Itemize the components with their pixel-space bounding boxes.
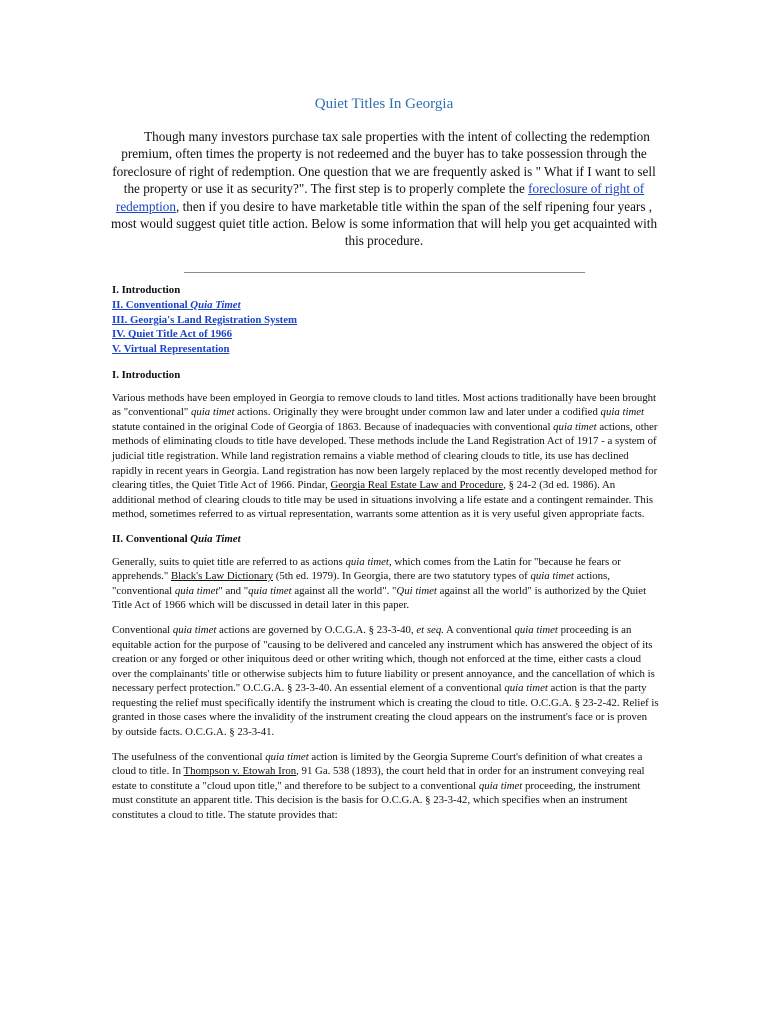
citation-thompson: Thompson v. Etowah Iron xyxy=(183,765,297,778)
conventional-paragraph-1: Generally, suits to quiet title are referred to as actions quia timet, which comes from the Latin for "because he fears or apprehends." Black's Law Dictionary (5th ed. 1979). In Georgia, there are two statutory types of quia timet actions, "conventional quia timet" and "quia timet against all the world". "Qui timet against all the world" is authorized by the Quiet Title Act of 1966 which will be discussed in detail later in this paper. xyxy=(112,555,647,612)
citation-georgia-real-estate: Georgia Real Estate Law and Procedure xyxy=(330,479,504,492)
toc-link-conventional[interactable]: II. Conventional Quia Timet xyxy=(112,298,241,311)
document-body xyxy=(112,368,660,833)
intro-text-2: , then if you desire to have marketable title within the span of the self ripening four years , most would suggest quiet title action. Below is some information that will help you get acquainted with this procedure. xyxy=(110,198,658,249)
toc-link-quiet-title-act[interactable]: IV. Quiet Title Act of 1966 xyxy=(112,328,232,341)
conventional-paragraph-2: Conventional quia timet actions are governed by O.C.G.A. § 23-3-40, et seq. A conventional quia timet proceeding is an equitable action for the purpose of "causing to be delivered and canceled any instrument which has answered the object of its creation or any forged or other iniquitous deed or other writing which, though not enforced at the time, either casts a cloud over the complainants' title or otherwise subjects him to future liability or present annoyance, and the cancellation of which is necessary perfect protection." O.C.G.A. § 23-3-40. An essential element of a conventional quia timet action is that the party requesting the relief must specifically identify the instrument which is creating the cloud to title. O.C.G.A. § 23-2-42. Relief is granted in those cases where the invalidity of the instrument creating the cloud appears on the instrument's face or is proven by outside facts. O.C.G.A. § 23-3-41. xyxy=(112,623,659,739)
introduction-paragraph: Various methods have been employed in Georgia to remove clouds to land titles. Most actions traditionally have been brought as "conventional" quia timet actions. Originally they were brought under common law and later under a codified quia timet statute contained in the original Code of Georgia of 1863. Because of inadequacies with conventional quia timet actions, other methods of eliminating clouds to title have developed. These methods include the Land Registration Act of 1917 - a system of judicial title registration. While land registration remains a viable method of clearing clouds to title, its use has declined rapidly in recent years in Georgia. Land registration has now been largely replaced by the most recently developed method for clearing titles, the Quiet Title Act of 1966. Pindar, Georgia Real Estate Law and Procedure, § 24-2 (3d ed. 1986). An additional method of clearing clouds to title may be used in situations involving a life estate and a contingent remainder. This method, sometimes referred to as virtual representation, warrants some attention as it is very useful given appropriate facts. xyxy=(112,391,658,521)
intro-text-1: Though many investors purchase tax sale properties with the intent of collecting the redemption premium, often times the property is not redeemed and the buyer has to take possession through the foreclosure of right of redemption. One question that we are frequently asked is " What if I want to sell the property or use it as security?". The first step is to properly complete the xyxy=(112,129,656,197)
conventional-paragraph-3: The usefulness of the conventional quia timet action is limited by the Georgia Supreme Court's definition of what creates a cloud to title. In Thompson v. Etowah Iron, 91 Ga. 538 (1893), the court held that in order for an instrument conveying real estate to constitute a "cloud upon title," and therefore to be subject to a conventional quia timet proceeding, the instrument must constitute an apparent title. This decision is the basis for O.C.G.A. § 23-3-42, which specifies when an instrument constitutes a cloud to title. The statute provides that: xyxy=(112,750,645,822)
section-heading-conventional: II. Conventional Quia Timet xyxy=(112,532,241,545)
intro-paragraph xyxy=(108,128,660,250)
section-heading-introduction: I. Introduction xyxy=(112,369,181,381)
citation-blacks-law: Black's Law Dictionary xyxy=(170,570,274,583)
toc-item-introduction: I. Introduction xyxy=(112,284,181,296)
page-title: Quiet Titles In Georgia xyxy=(314,96,454,112)
foreclosure-link[interactable]: foreclosure of right of redemption xyxy=(115,181,645,214)
table-of-contents xyxy=(112,283,512,357)
toc-link-virtual-representation[interactable]: V. Virtual Representation xyxy=(112,343,230,356)
horizontal-rule xyxy=(184,272,585,273)
toc-link-land-registration[interactable]: III. Georgia's Land Registration System xyxy=(112,313,298,326)
